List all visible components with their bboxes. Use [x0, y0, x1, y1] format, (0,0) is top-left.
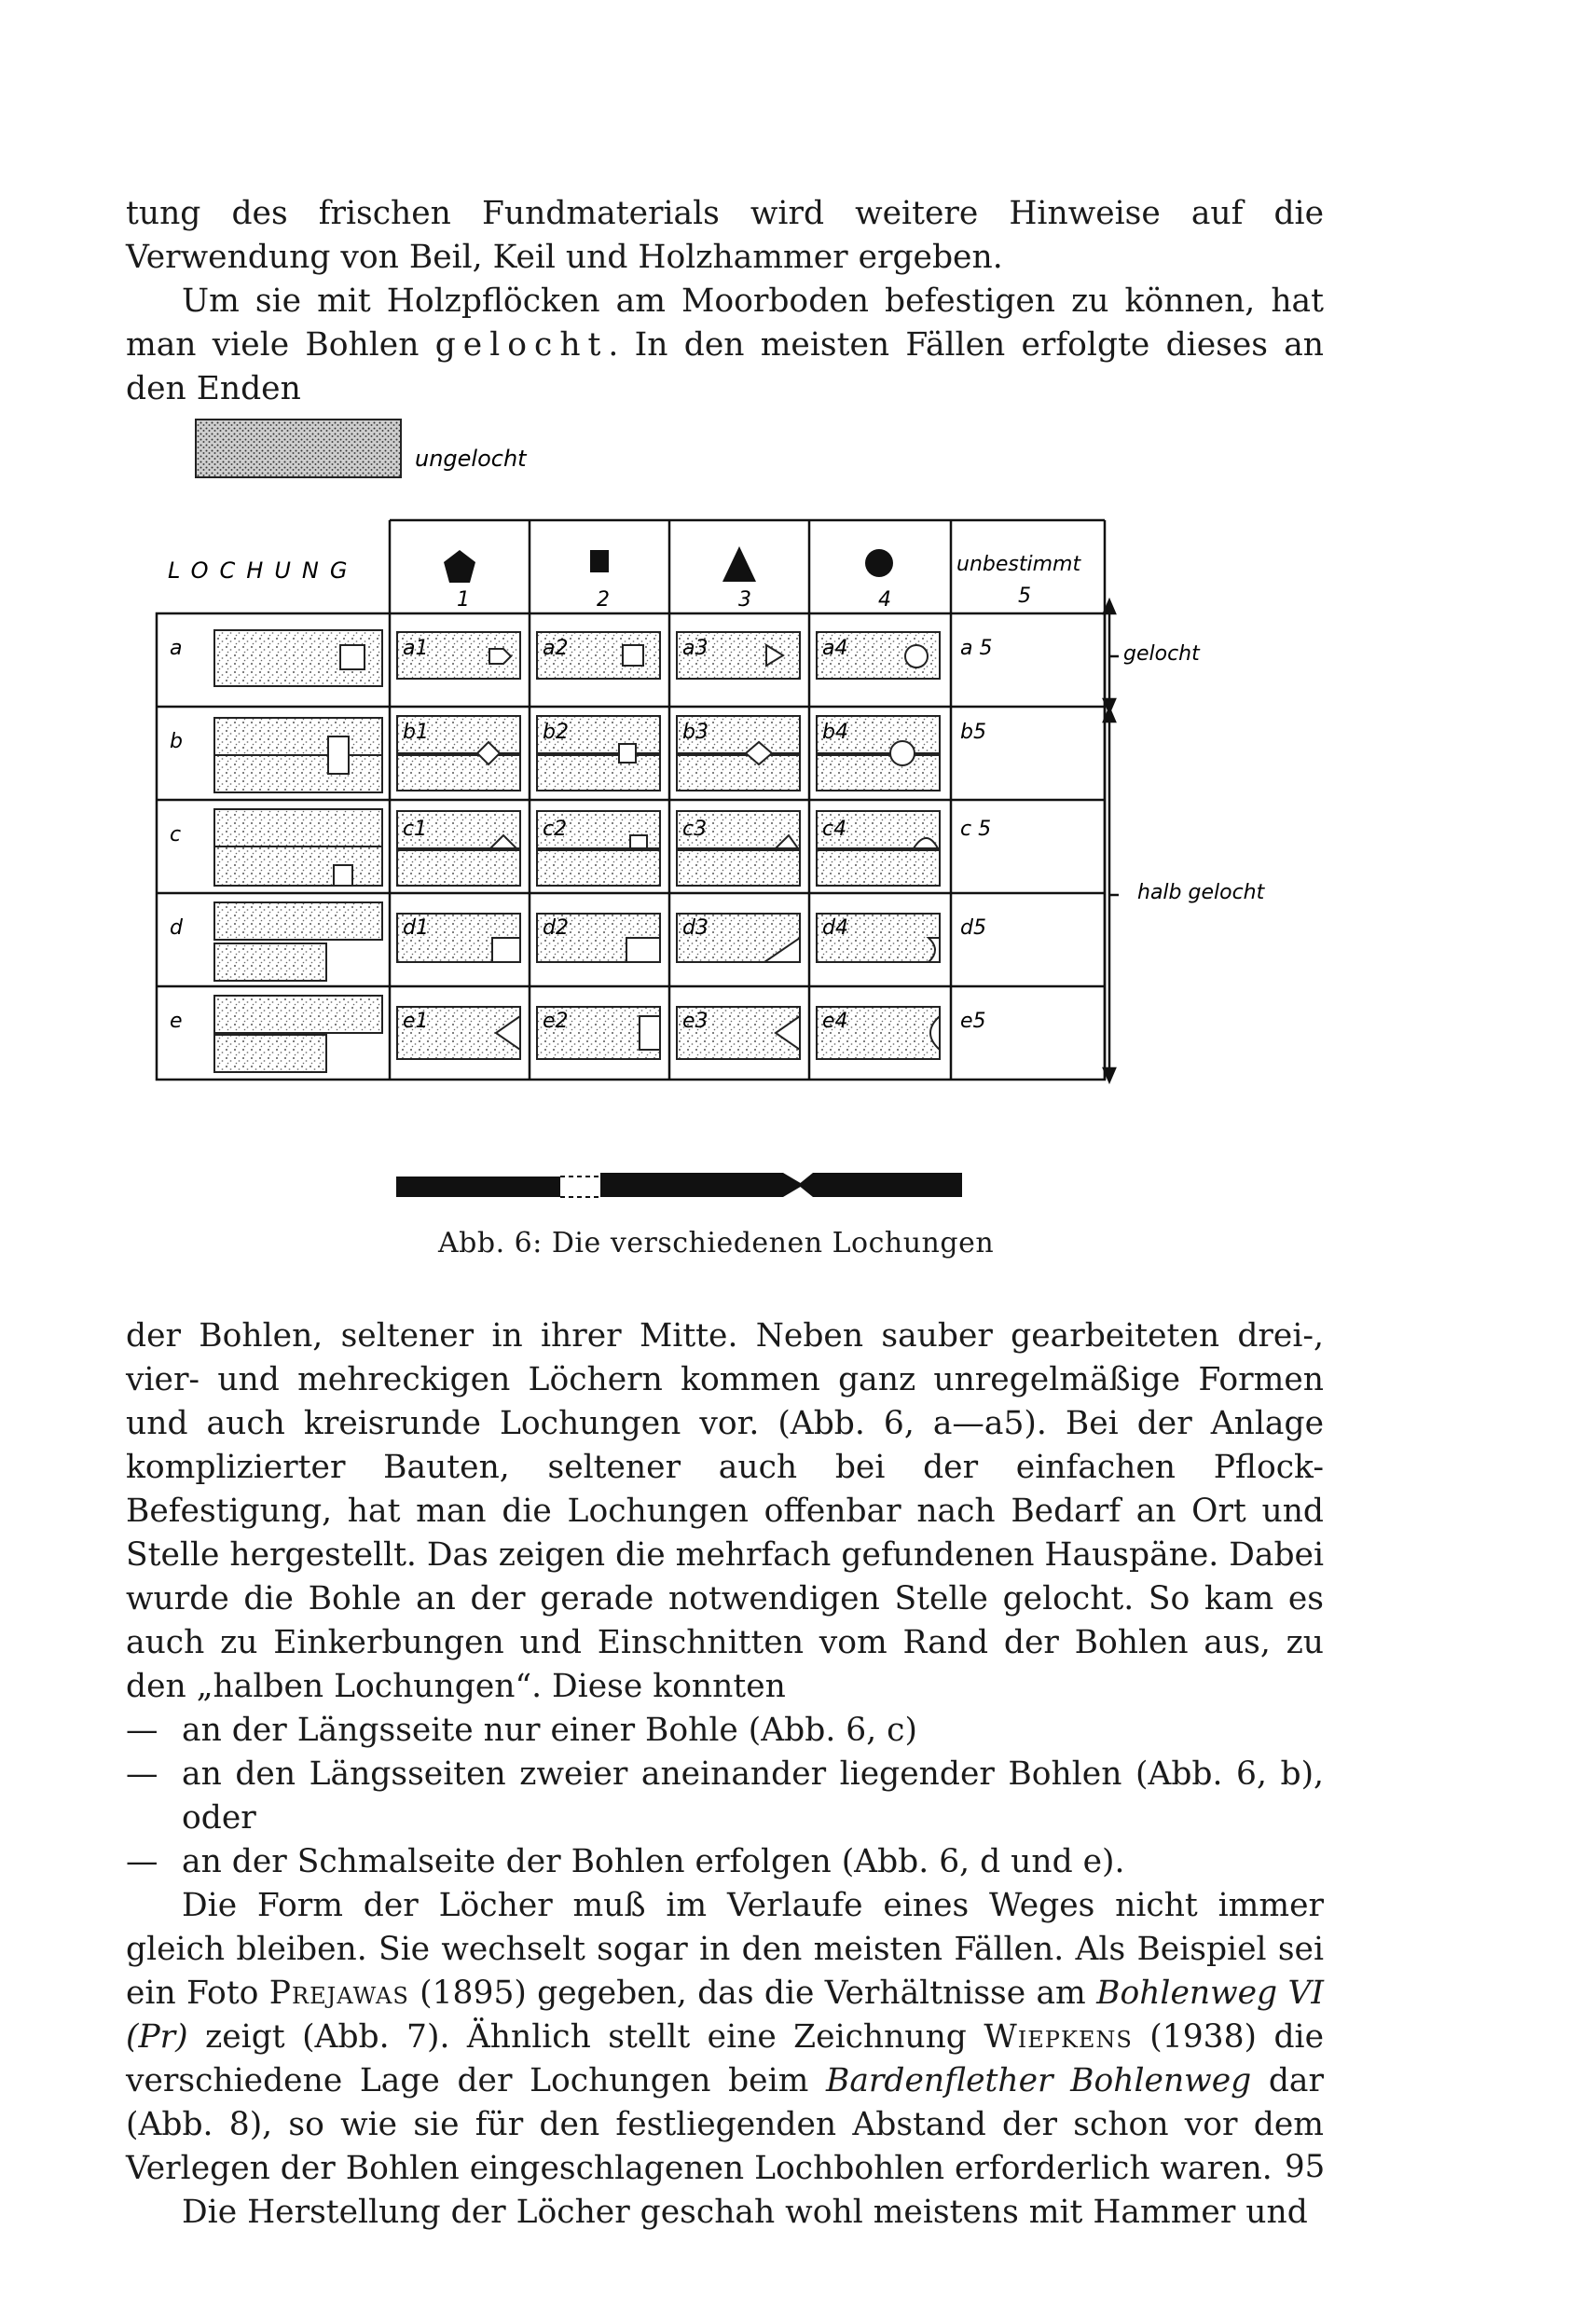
cell-label-e4: e4 — [822, 1010, 848, 1033]
row-illustrations — [214, 630, 382, 1072]
cell-label-c1: c1 — [403, 818, 428, 841]
cell-label-a4: a4 — [822, 637, 848, 660]
bracket-label-gelocht: gelocht — [1123, 642, 1200, 666]
circle-icon — [865, 549, 893, 577]
cell-label-b1: b1 — [403, 721, 429, 744]
cell-label-c3: c3 — [682, 818, 708, 841]
cell-label-d5: d5 — [960, 916, 986, 940]
cell-label-e2: e2 — [543, 1010, 569, 1033]
row-key-e: e — [170, 1010, 183, 1033]
top-text — [126, 192, 1324, 411]
column-number-2: 2 — [597, 588, 610, 612]
square-icon — [590, 550, 609, 572]
spaced-word: gelocht — [434, 326, 609, 364]
cell-label-a3: a3 — [682, 637, 709, 660]
cell-label-e3: e3 — [682, 1010, 709, 1033]
paragraph-4: Die Form der Löcher muß im Verlaufe eines Weges nicht immer gleich bleiben. Sie wechselt sogar in den meisten Fällen. Als Beispiel sei ein Foto Prejawas (1895) gegeben, das die Verhältnisse am Bohlenweg VI (Pr) zeigt (Abb. 7). Ähnlich stellt eine Zeichnung Wiepkens (1938) die verschiedene Lage der Lochungen beim Bardenflether Bohlenweg dar (Abb. 8), so wie sie für den festliegenden Abstand der schon vor dem Verlegen der Bohlen eingeschlagenen Lochbohlen erforderlich waren. — [126, 1887, 1325, 2187]
list-item: — an den Längsseiten zweier aneinander liegender Bohlen (Abb. 6, b), oder — [126, 1755, 1324, 1837]
page-number: 95 — [1285, 2148, 1326, 2185]
figure-lochungen — [149, 410, 1333, 1305]
cell-label-b2: b2 — [543, 721, 569, 744]
cell-label-c2: c2 — [543, 818, 568, 841]
cell-label-b4: b4 — [822, 721, 848, 744]
column-number-5: 5 — [1018, 585, 1031, 608]
column-label-unbestimmt: unbestimmt — [956, 553, 1081, 576]
cell-label-c4: c4 — [822, 818, 847, 841]
author-name: Wiepkens — [984, 2018, 1133, 2056]
column-number-4: 4 — [878, 588, 891, 612]
row-key-c: c — [170, 823, 182, 846]
cell-label-d1: d1 — [403, 916, 429, 940]
place-name: Bardenflether Bohlenweg — [825, 2062, 1252, 2099]
author-name: Prejawas — [268, 1975, 409, 2012]
row-header: LOCHUNG — [168, 557, 359, 584]
column-number-3: 3 — [738, 588, 751, 612]
cell-label-a2: a2 — [543, 637, 569, 660]
row-key-a: a — [170, 637, 183, 660]
cell-label-d2: d2 — [543, 916, 569, 940]
bracket-arrows — [1104, 600, 1119, 1081]
paragraph-1: tung des frischen Fundmaterials wird weitere Hinweise auf die Verwendung von Beil, Keil und Holzhammer ergeben. — [126, 195, 1324, 276]
cell-label-a5: a 5 — [960, 637, 993, 660]
list-item: — an der Längsseite nur einer Bohle (Abb. 6, c) — [126, 1712, 917, 1749]
cell-label-b3: b3 — [682, 721, 709, 744]
cell-label-c5: c 5 — [960, 818, 992, 841]
cell-label-d3: d3 — [682, 916, 709, 940]
triangle-icon — [722, 546, 756, 582]
legend-label: ungelocht — [415, 446, 527, 472]
paragraph-2: Um sie mit Holzpflöcken am Moorboden befestigen zu können, hat man viele Bohlen gelocht. In den meisten Fällen erfolgte dieses an den Enden — [126, 282, 1324, 407]
figure-caption: Abb. 6: Die verschiedenen Lochungen — [438, 1227, 995, 1259]
body-text — [126, 1314, 1324, 2235]
figure-drawing — [149, 410, 1333, 1305]
cell-label-d4: d4 — [822, 916, 848, 940]
cell-label-e5: e5 — [960, 1010, 986, 1033]
plank-bar — [396, 1173, 962, 1197]
cell-label-a1: a1 — [403, 637, 429, 660]
cell-label-e1: e1 — [403, 1010, 429, 1033]
bracket-label-halb-gelocht: halb gelocht — [1137, 881, 1265, 904]
paragraph-5: Die Herstellung der Löcher geschah wohl meistens mit Hammer und — [182, 2194, 1308, 2231]
cell-label-b5: b5 — [960, 721, 986, 744]
row-key-d: d — [170, 916, 183, 940]
paragraph-3: der Bohlen, seltener in ihrer Mitte. Neben sauber gearbeiteten drei-, vier- und mehreckigen Löchern kommen ganz unregelmäßige Formen und auch kreisrunde Lochungen vor. (Abb. 6, a—a5). Bei der Anlage komplizierter Bauten, seltener auch bei der einfachen Pflock-Befestigung, hat man die Lochungen offenbar nach Bedarf an Ort und Stelle hergestellt. Das zeigen die mehrfach gefundenen Hauspäne. Dabei wurde die Bohle an der gerade notwendigen Stelle gelocht. So kam es auch zu Einkerbungen und Einschnitten vom Rand der Bohlen aus, zu den „halben Lochungen“. Diese konnten — [126, 1317, 1324, 1705]
row-key-b: b — [170, 730, 183, 753]
pentagon-icon — [444, 550, 475, 583]
place-name: Bohlenweg VI (Pr) — [126, 1975, 1325, 2056]
legend-plank — [196, 420, 401, 477]
list-item: — an der Schmalseite der Bohlen erfolgen (Abb. 6, d und e). — [126, 1843, 1125, 1880]
column-number-1: 1 — [457, 588, 470, 612]
